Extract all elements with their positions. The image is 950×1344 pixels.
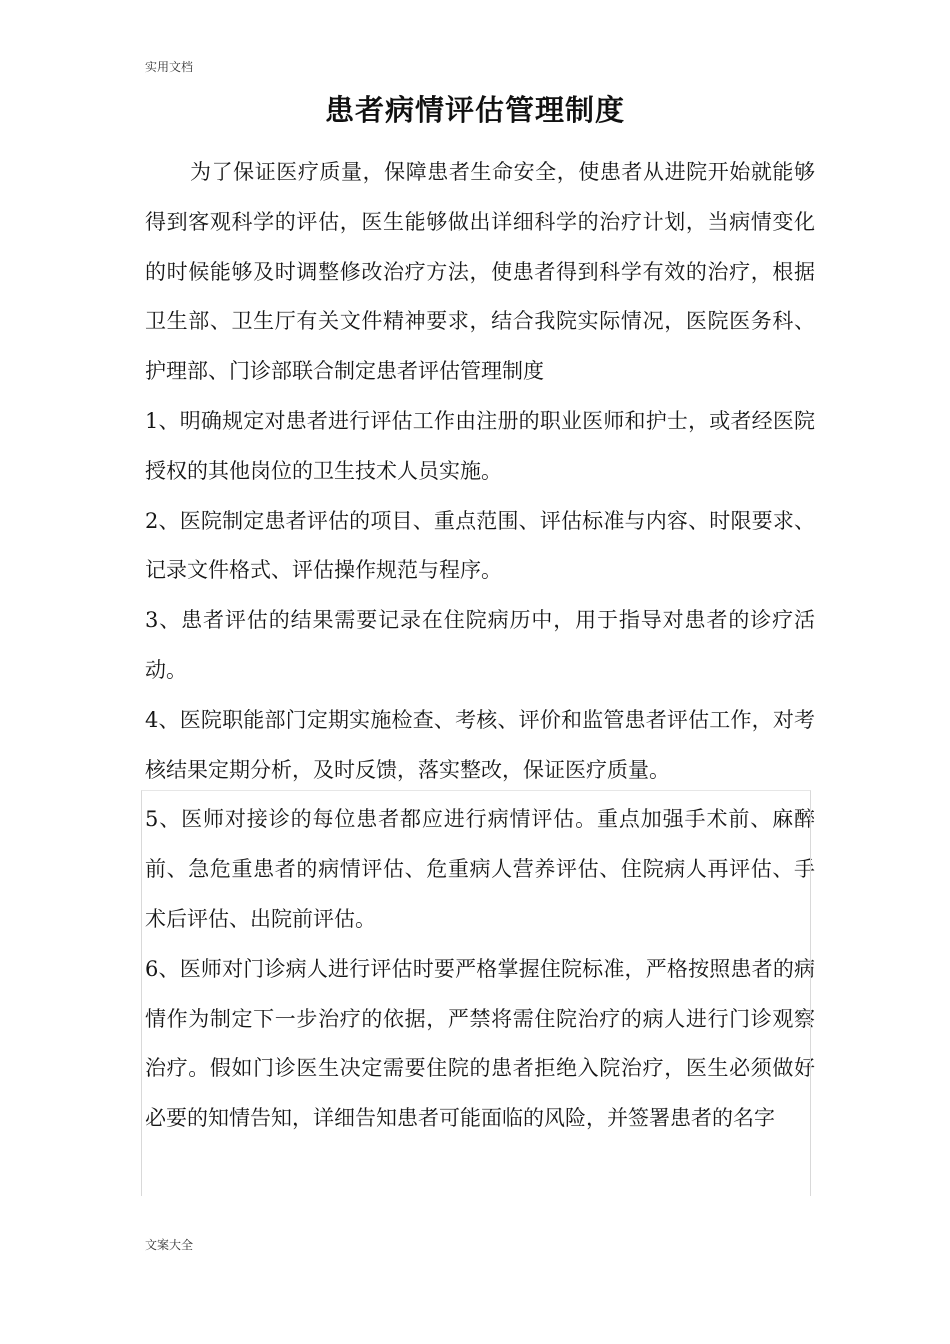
list-item-2: 2、医院制定患者评估的项目、重点范围、评估标准与内容、时限要求、记录文件格式、评估操作规范与程序。 — [145, 508, 815, 583]
intro-paragraph: 为了保证医疗质量，保障患者生命安全，使患者从进院开始就能够得到客观科学的评估，医生能够做出详细科学的治疗计划，当病情变化的时候能够及时调整修改治疗方法，使患者得到科学有效的治疗，根据卫生部、卫生厅有关文件精神要求，结合我院实际情况，医院医务科、护理部、门诊部联合制定患者评估管理制度 — [145, 160, 815, 384]
page-header-label: 实用文档 — [145, 60, 194, 74]
document-body — [145, 148, 815, 1144]
list-item-5: 5、医师对接诊的每位患者都应进行病情评估。重点加强手术前、麻醉前、急危重患者的病情评估、危重病人营养评估、住院病人再评估、手术后评估、出院前评估。 — [145, 807, 815, 931]
document-title: 患者病情评估管理制度 — [324, 93, 625, 127]
list-item-3: 3、患者评估的结果需要记录在住院病历中，用于指导对患者的诊疗活动。 — [145, 608, 815, 682]
list-item-4: 4、医院职能部门定期实施检查、考核、评价和监管患者评估工作，对考核结果定期分析，及时反馈，落实整改，保证医疗质量。 — [145, 707, 815, 782]
list-item-1: 1、明确规定对患者进行评估工作由注册的职业医师和护士，或者经医院授权的其他岗位的卫生技术人员实施。 — [145, 408, 815, 483]
list-item-6: 6、医师对门诊病人进行评估时要严格掌握住院标准，严格按照患者的病情作为制定下一步治疗的依据，严禁将需住院治疗的病人进行门诊观察治疗。假如门诊医生决定需要住院的患者拒绝入院治疗，医生必须做好必要的知情告知，详细告知患者可能面临的风险，并签署患者的名字 — [145, 956, 815, 1131]
page-footer-label: 文案大全 — [145, 1238, 194, 1252]
